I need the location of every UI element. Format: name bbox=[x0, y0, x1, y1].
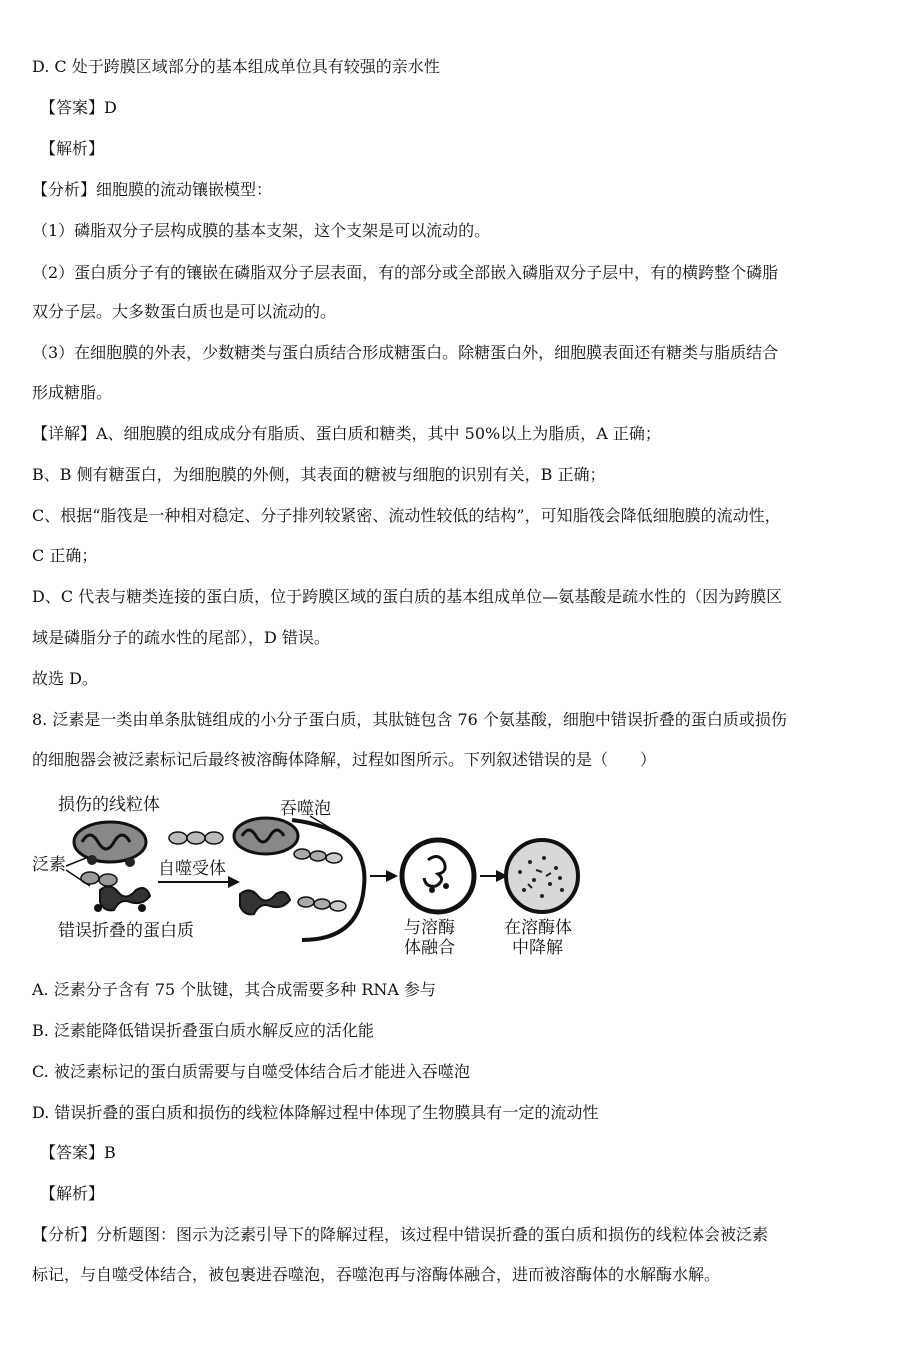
arrow-icon bbox=[480, 870, 508, 882]
label-misfolded-protein: 错误折叠的蛋白质 bbox=[58, 921, 194, 941]
phagophore-membrane-icon bbox=[292, 820, 364, 940]
analysis-point-2: （2）蛋白质分子有的镶嵌在磷脂双分子层表面，有的部分或全部嵌入磷脂双分子层中，有的横跨整个磷脂 bbox=[32, 263, 779, 282]
option-a: A. 泛素分子含有 75 个肽键，其合成需要多种 RNA 参与 bbox=[32, 980, 437, 999]
analysis-heading: 【解析】 bbox=[40, 139, 105, 158]
arrow-icon bbox=[370, 870, 398, 882]
label-fuse-line2: 体融合 bbox=[404, 938, 455, 958]
analysis-8: 【分析】分析题图：图示为泛素引导下的降解过程，该过程中错误折叠的蛋白质和损伤的线粒体会被泛素 bbox=[32, 1225, 769, 1244]
analysis-intro: 【分析】细胞膜的流动镶嵌模型： bbox=[32, 180, 273, 199]
receptor-beads-icon bbox=[169, 832, 223, 844]
lysosome-fusion-icon bbox=[402, 840, 474, 912]
label-autophagy-receptor: 自噬受体 bbox=[158, 859, 226, 879]
option-b: B. 泛素能降低错误折叠蛋白质水解反应的活化能 bbox=[32, 1021, 374, 1040]
analysis-point-3: （3）在细胞膜的外表，少数糖类与蛋白质结合形成糖蛋白。除糖蛋白外，细胞膜表面还有糖类与脂质结合 bbox=[32, 343, 779, 362]
label-fuse-line1: 与溶酶 bbox=[404, 918, 455, 938]
label-degrade-line2: 中降解 bbox=[512, 938, 563, 958]
label-degrade-line1: 在溶酶体 bbox=[504, 918, 572, 938]
option-c: C. 被泛素标记的蛋白质需要与自噬受体结合后才能进入吞噬泡 bbox=[32, 1062, 470, 1081]
detail-d: D、C 代表与糖类连接的蛋白质，位于跨膜区域的蛋白质的基本组成单位—氨基酸是疏水性的（因为跨膜区 bbox=[32, 587, 783, 606]
label-ubiquitin: 泛素 bbox=[32, 855, 66, 875]
detail-c-cont: C 正确； bbox=[32, 546, 98, 565]
analysis-point-2-cont: 双分子层。大多数蛋白质也是可以流动的。 bbox=[32, 302, 337, 321]
detail-a: 【详解】A、细胞膜的组成成分有脂质、蛋白质和糖类，其中 50%以上为脂质，A 正确； bbox=[32, 424, 661, 443]
detail-b: B、B 侧有糖蛋白，为细胞膜的外侧，其表面的糖被与细胞的识别有关，B 正确； bbox=[32, 465, 606, 484]
label-phagophore: 吞噬泡 bbox=[280, 799, 331, 819]
tagged-protein-icon bbox=[240, 890, 346, 914]
detail-d-cont: 域是磷脂分子的疏水性的尾部），D 错误。 bbox=[32, 628, 330, 647]
label-damaged-mitochondria: 损伤的线粒体 bbox=[58, 795, 160, 815]
detail-c: C、根据“脂筏是一种相对稳定、分子排列较紧密、流动性较低的结构”，可知脂筏会降低细胞膜的流动性， bbox=[32, 506, 781, 525]
answer-label: 【答案】D bbox=[40, 98, 117, 117]
question-8-stem: 8. 泛素是一类由单条肽链组成的小分子蛋白质，其肽链包含 76 个氨基酸，细胞中错误折叠的蛋白质或损伤 bbox=[32, 710, 787, 729]
damaged-mitochondrion-icon bbox=[74, 822, 146, 867]
analysis-8-cont: 标记，与自噬受体结合，被包裹进吞噬泡，吞噬泡再与溶酶体融合，进而被溶酶体的水解酶水解。 bbox=[32, 1265, 721, 1284]
analysis-point-3-cont: 形成糖脂。 bbox=[32, 383, 113, 402]
misfolded-protein-icon bbox=[94, 886, 150, 912]
analysis-heading-8: 【解析】 bbox=[40, 1184, 105, 1203]
ubiquitin-degradation-figure bbox=[30, 790, 610, 962]
degraded-lysosome-icon bbox=[506, 840, 578, 912]
option-d-previous: D. C 处于跨膜区域部分的基本组成单位具有较强的亲水性 bbox=[32, 57, 440, 76]
choice-conclusion: 故选 D。 bbox=[32, 669, 98, 688]
option-d: D. 错误折叠的蛋白质和损伤的线粒体降解过程中体现了生物膜具有一定的流动性 bbox=[32, 1103, 599, 1122]
question-8-stem-cont: 的细胞器会被泛素标记后最终被溶酶体降解，过程如图所示。下列叙述错误的是（ ） bbox=[32, 750, 657, 769]
answer-label-8: 【答案】B bbox=[40, 1143, 116, 1162]
analysis-point-1: （1）磷脂双分子层构成膜的基本支架，这个支架是可以流动的。 bbox=[32, 221, 491, 240]
